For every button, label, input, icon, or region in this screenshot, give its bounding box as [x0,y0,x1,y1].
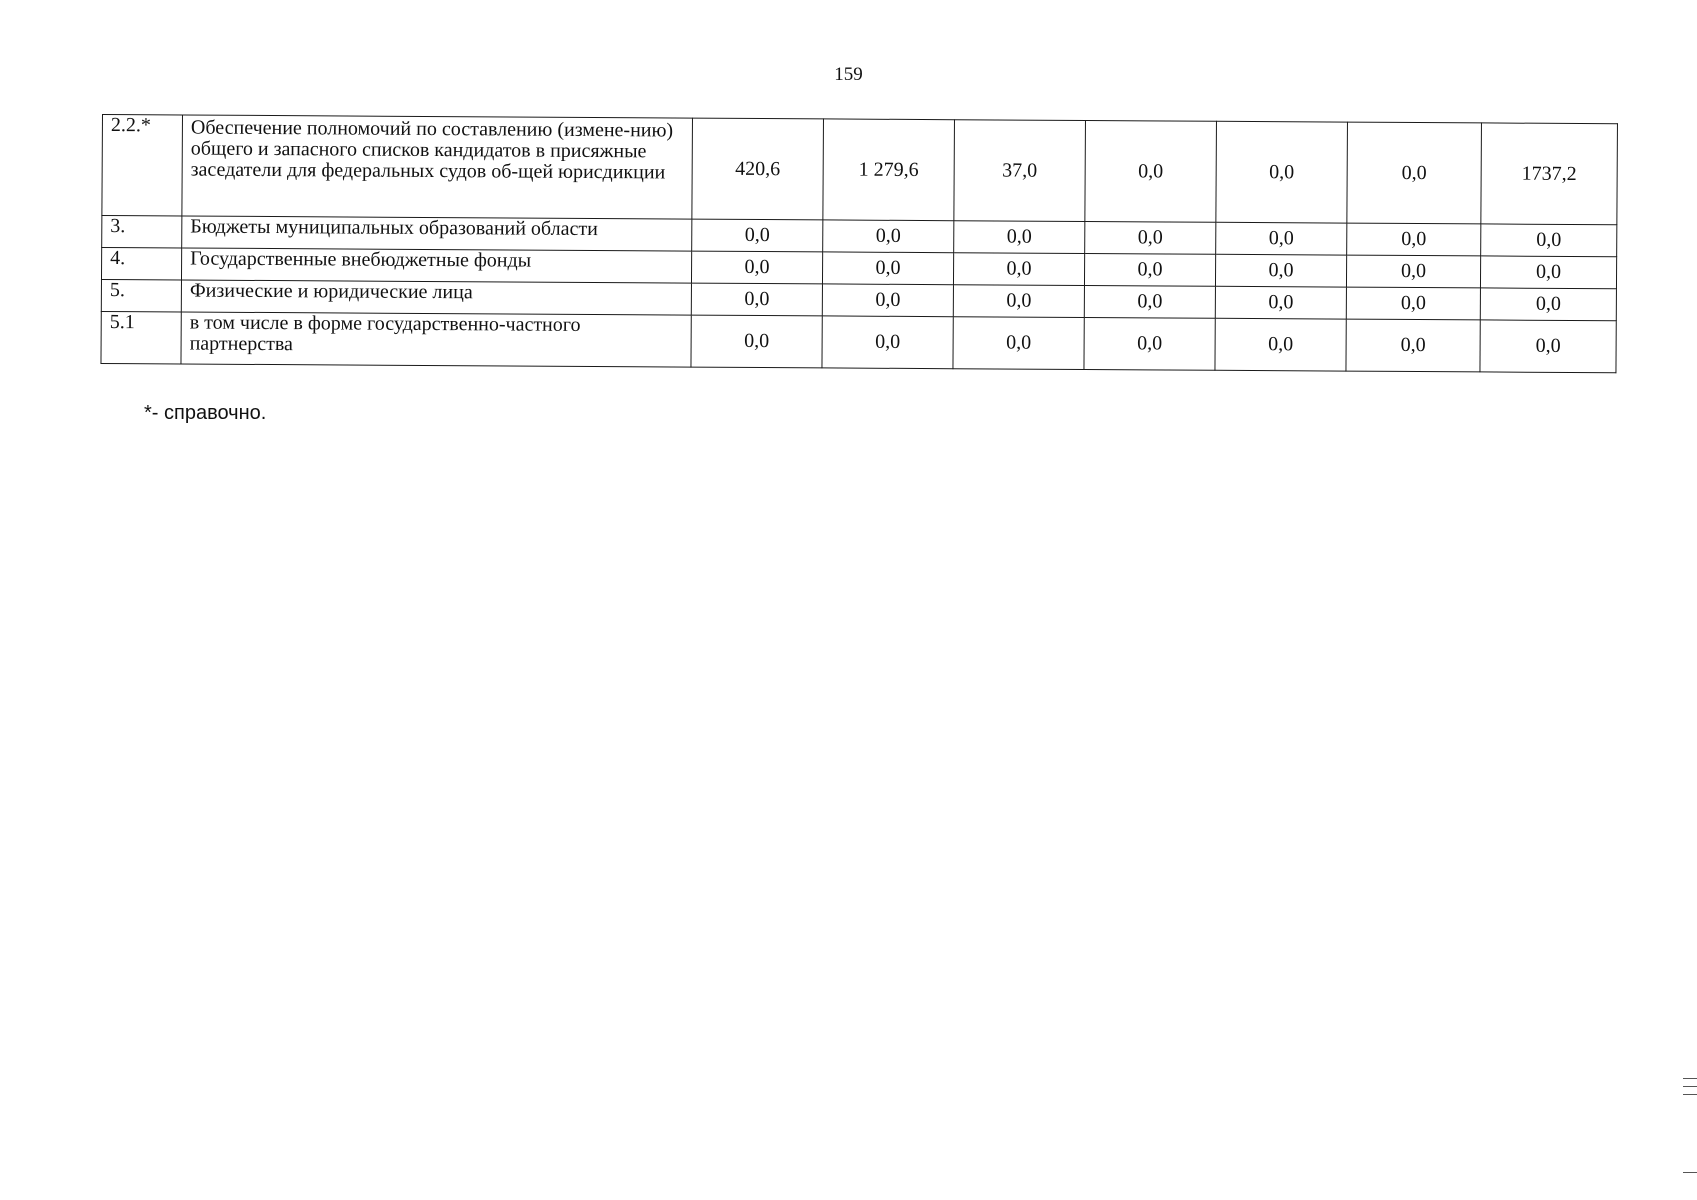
value-cell: 0,0 [1346,287,1480,320]
row-name: Бюджеты муниципальных образований области [182,216,692,251]
value-cell: 0,0 [1084,254,1215,287]
scan-edge-mark [1683,1094,1697,1095]
value-cell: 0,0 [1216,121,1348,223]
scan-edge-mark [1683,1086,1697,1087]
value-cell: 0,0 [1346,319,1480,372]
row-name: Физические и юридические лица [181,280,691,315]
value-cell: 0,0 [1480,320,1616,373]
value-cell: 1 279,6 [823,119,955,221]
value-cell: 0,0 [822,316,953,369]
value-cell: 0,0 [691,315,822,368]
value-cell: 0,0 [1480,256,1616,289]
row-number: 4. [101,248,181,280]
value-cell: 0,0 [1215,318,1346,371]
value-cell: 0,0 [1216,222,1347,255]
value-cell: 0,0 [691,251,822,284]
row-number: 2.2.* [102,115,183,216]
row-number: 5. [101,279,181,311]
value-cell: 0,0 [1085,121,1217,223]
value-cell: 0,0 [954,221,1085,254]
budget-table-wrapper [100,114,1616,373]
row-name: Государственные внебюджетные фонды [181,248,691,283]
value-cell: 0,0 [1084,318,1215,371]
value-cell: 0,0 [1085,222,1216,255]
value-cell: 0,0 [1084,286,1215,319]
value-cell: 0,0 [1346,255,1480,288]
footnote: *- справочно. [144,402,267,424]
value-cell: 0,0 [1347,122,1482,224]
value-cell: 0,0 [953,253,1084,286]
row-name: в том числе в форме государственно-частного партнерства [181,312,691,367]
page-number: 159 [834,64,863,85]
value-cell: 0,0 [823,220,954,253]
value-cell: 0,0 [822,284,953,317]
value-cell: 0,0 [692,219,823,252]
value-cell: 0,0 [1481,224,1617,257]
table-row [101,311,1616,372]
value-cell: 0,0 [822,252,953,285]
value-cell: 0,0 [953,317,1084,370]
scan-edge-mark [1683,1078,1697,1079]
value-cell: 37,0 [954,120,1086,222]
row-number: 5.1 [101,311,181,363]
scan-edge-mark [1683,1172,1697,1173]
table-row [102,115,1618,225]
value-cell: 420,6 [692,118,824,220]
value-cell: 0,0 [1215,254,1346,287]
row-name: Обеспечение полномочий по составлению (измене-нию) общего и запасного списков кандидатов в присяжные заседатели для федеральных судов об-щей юрисдикции [182,115,693,219]
value-cell: 0,0 [1480,288,1616,321]
value-cell: 1737,2 [1481,123,1618,225]
value-cell: 0,0 [953,285,1084,318]
value-cell: 0,0 [1347,223,1481,256]
row-number: 3. [102,216,182,248]
value-cell: 0,0 [691,283,822,316]
budget-table [100,114,1617,373]
value-cell: 0,0 [1215,286,1346,319]
